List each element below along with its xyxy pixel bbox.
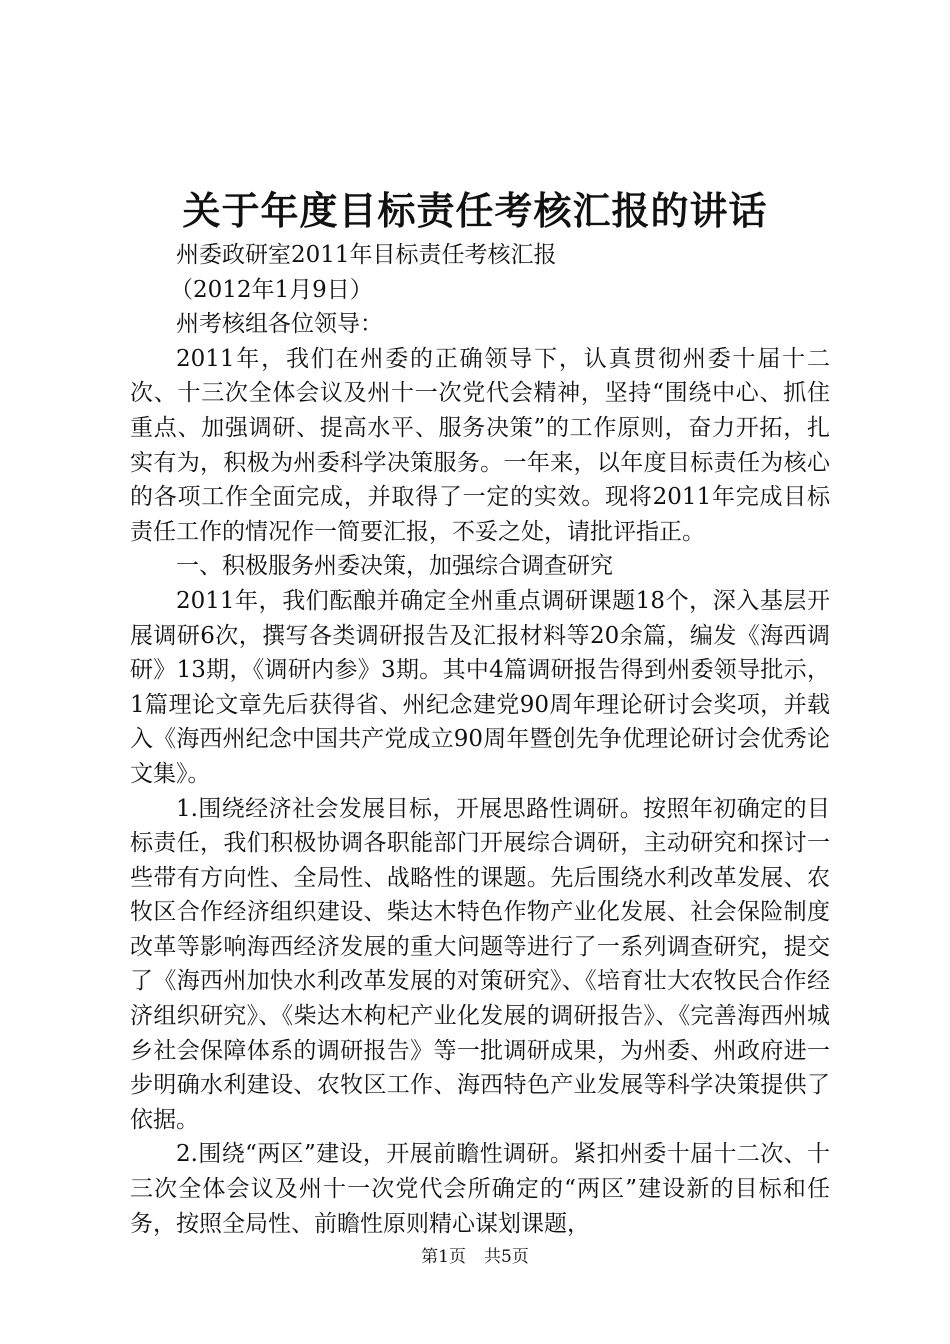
body-paragraph: 2011年，我们在州委的正确领导下，认真贯彻州委十届十二次、十三次全体会议及州十一次党代会精神，坚持“围绕中心、抓住重点、加强调研、提高水平、服务决策”的工作原则，奋力开拓，扎实有为，积极为州委科学决策服务。一年来，以年度目标责任为核心的各项工作全面完成，并取得了一定的实效。现将2011年完成目标责任工作的情况作一简要汇报，不妥之处，请批评指正。 [130,345,830,545]
document-body [130,238,830,1241]
section-heading: 一、积极服务州委决策，加强综合调查研究 [176,553,613,580]
subtitle-line: 州委政研室2011年目标责任考核汇报 [176,242,557,268]
body-paragraph: 1.围绕经济社会发展目标，开展思路性调研。按照年初确定的目标责任，我们积极协调各职能部门开展综合调研，主动研究和探讨一些带有方向性、全局性、战略性的课题。先后围绕水利改革发展、农牧区合作经济组织建设、柴达木特色作物产业化发展、社会保险制度改革等影响海西经济发展的重大问题等进行了一系列调查研究，提交了《海西州加快水利改革发展的对策研究》、《培育壮大农牧民合作经济组织研究》、《柴达木枸杞产业化发展的调研报告》、《完善海西州城乡社会保障体系的调研报告》等一批调研成果，为州委、州政府进一步明确水利建设、农牧区工作、海西特色产业发展等科学决策提供了依据。 [130,795,830,1133]
body-paragraph: 2.围绕“两区”建设，开展前瞻性调研。紧扣州委十届十二次、十三次全体会议及州十一次党代会所确定的“两区”建设新的目标和任务，按照全局性、前瞻性原则精心谋划课题， [130,1141,830,1237]
body-paragraph: 2011年，我们酝酿并确定全州重点调研课题18个，深入基层开展调研6次，撰写各类调研报告及汇报材料等20余篇，编发《海西调研》13期，《调研内参》3期。其中4篇调研报告得到州委领导批示，1篇理论文章先后获得省、州纪念建党90周年理论研讨会奖项，并载入《海西州纪念中国共产党成立90周年暨创先争优理论研讨会优秀论文集》。 [130,587,830,787]
page-number: 第1页 [421,1247,466,1267]
document-title: 关于年度目标责任考核汇报的讲话 [182,188,768,233]
page-total: 共5页 [484,1247,529,1267]
date-line: （2012年1月9日） [170,276,373,303]
salutation: 州考核组各位领导： [176,311,383,338]
page-footer [0,1247,950,1267]
